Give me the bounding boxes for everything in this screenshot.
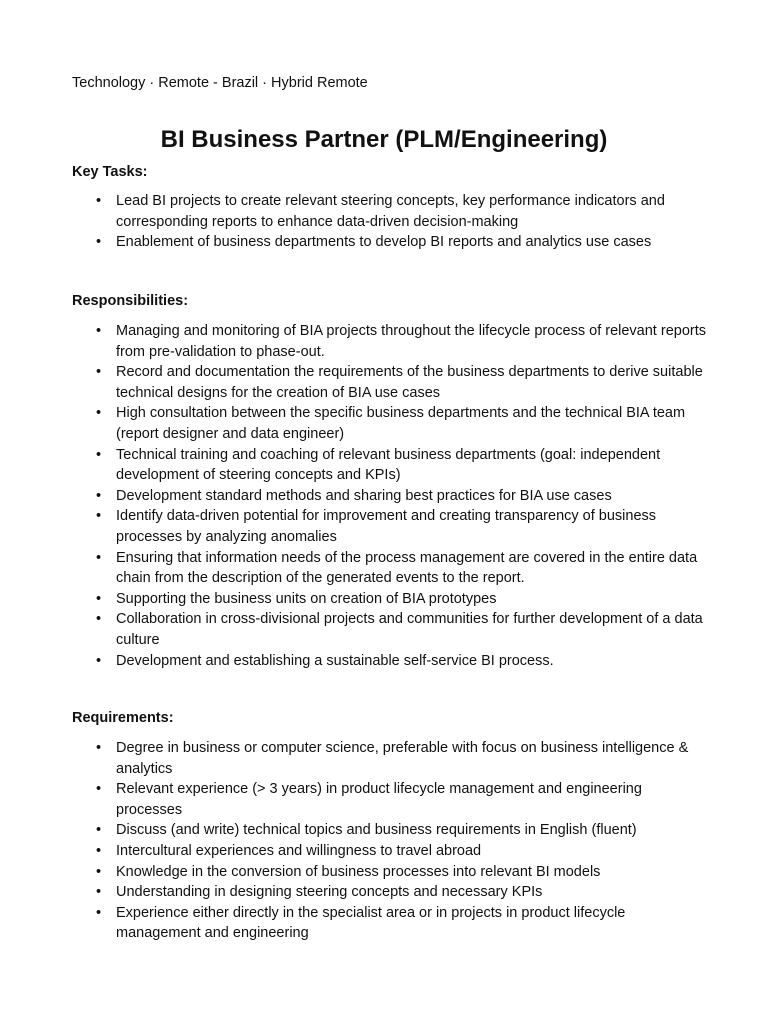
responsibility-item — [72, 445, 712, 486]
bullet-icon: • — [96, 842, 102, 859]
bullet-icon: • — [96, 590, 102, 607]
responsibility-item — [72, 651, 712, 672]
bullet-icon: • — [96, 549, 102, 566]
responsibility-text: Identify data-driven potential for improvement and creating transparency of business processes by analyzing anomalies — [116, 508, 657, 545]
requirement-text: Knowledge in the conversion of business processes into relevant BI models — [116, 863, 601, 880]
responsibility-text: Managing and monitoring of BIA projects throughout the lifecycle process of relevant reports from pre-validation to phase-out. — [116, 323, 706, 360]
bullet-icon: • — [96, 822, 102, 839]
requirement-item — [72, 820, 712, 841]
bullet-icon: • — [96, 234, 102, 251]
responsibility-item — [72, 589, 712, 610]
key-task-text: Enablement of business departments to develop BI reports and analytics use cases — [116, 234, 652, 251]
bullet-icon: • — [96, 446, 102, 463]
bullet-icon: • — [96, 323, 102, 339]
responsibility-item — [72, 506, 712, 547]
key-tasks-heading: Key Tasks: — [72, 164, 148, 180]
requirement-text: Experience either directly in the specialist area or in projects in product lifecycle management and engineering — [116, 904, 626, 942]
responsibilities-heading: Responsibilities: — [72, 293, 189, 309]
key-task-text: Lead BI projects to create relevant steering concepts, key performance indicators and corresponding reports to enhance data-driven decision-making — [116, 193, 665, 230]
requirement-item — [72, 862, 712, 883]
responsibility-item — [72, 321, 712, 362]
requirement-text: Relevant experience (> 3 years) in product lifecycle management and engineering processes — [116, 781, 642, 818]
responsibility-item — [72, 609, 712, 650]
responsibility-text: Development standard methods and sharing best practices for BIA use cases — [116, 487, 612, 504]
requirement-text: Intercultural experiences and willingness to travel abroad — [116, 842, 482, 859]
requirement-text: Understanding in designing steering concepts and necessary KPIs — [116, 884, 543, 901]
bullet-icon: • — [96, 405, 102, 422]
requirement-text: Degree in business or computer science, preferable with focus on business intelligence & analytics — [116, 740, 689, 777]
responsibility-text: High consultation between the specific business departments and the technical BIA team (report designer and data engineer) — [116, 405, 686, 442]
key-task-item — [72, 191, 712, 232]
responsibilities-list — [72, 321, 712, 671]
responsibility-text: Ensuring that information needs of the process management are covered in the entire data chain from the description of the generated events to the report. — [116, 549, 698, 587]
job-meta-line: Technology · Remote - Brazil · Hybrid Remote — [72, 75, 368, 91]
bullet-icon: • — [96, 781, 102, 798]
bullet-icon: • — [96, 193, 102, 209]
responsibility-item — [72, 403, 712, 444]
responsibility-text: Collaboration in cross-divisional projects and communities for further development of a data culture — [116, 611, 703, 648]
key-tasks-list — [72, 191, 712, 253]
requirement-item — [72, 882, 712, 903]
requirement-item — [72, 903, 712, 944]
requirements-list — [72, 738, 712, 944]
page-title: BI Business Partner (PLM/Engineering) — [160, 126, 608, 153]
requirement-item — [72, 738, 712, 779]
responsibility-item — [72, 548, 712, 589]
key-task-item — [72, 232, 712, 253]
requirement-item — [72, 779, 712, 820]
responsibility-text: Record and documentation the requirements of the business departments to derive suitable technical designs for the creation of BIA use cases — [116, 364, 703, 401]
bullet-icon: • — [96, 740, 102, 756]
bullet-icon: • — [96, 487, 102, 504]
bullet-icon: • — [96, 652, 102, 669]
bullet-icon: • — [96, 508, 102, 525]
responsibility-text: Technical training and coaching of relevant business departments (goal: independent development of steering concepts and KPIs) — [116, 446, 661, 484]
responsibility-text: Development and establishing a sustainable self-service BI process. — [116, 652, 554, 669]
requirement-text: Discuss (and write) technical topics and business requirements in English (fluent) — [116, 822, 637, 839]
bullet-icon: • — [96, 364, 102, 381]
bullet-icon: • — [96, 611, 102, 628]
responsibility-item — [72, 486, 712, 507]
requirements-heading: Requirements: — [72, 710, 174, 726]
bullet-icon: • — [96, 863, 102, 880]
bullet-icon: • — [96, 884, 102, 901]
responsibility-item — [72, 362, 712, 403]
requirement-item — [72, 841, 712, 862]
responsibility-text: Supporting the business units on creation of BIA prototypes — [116, 590, 497, 607]
bullet-icon: • — [96, 904, 102, 921]
